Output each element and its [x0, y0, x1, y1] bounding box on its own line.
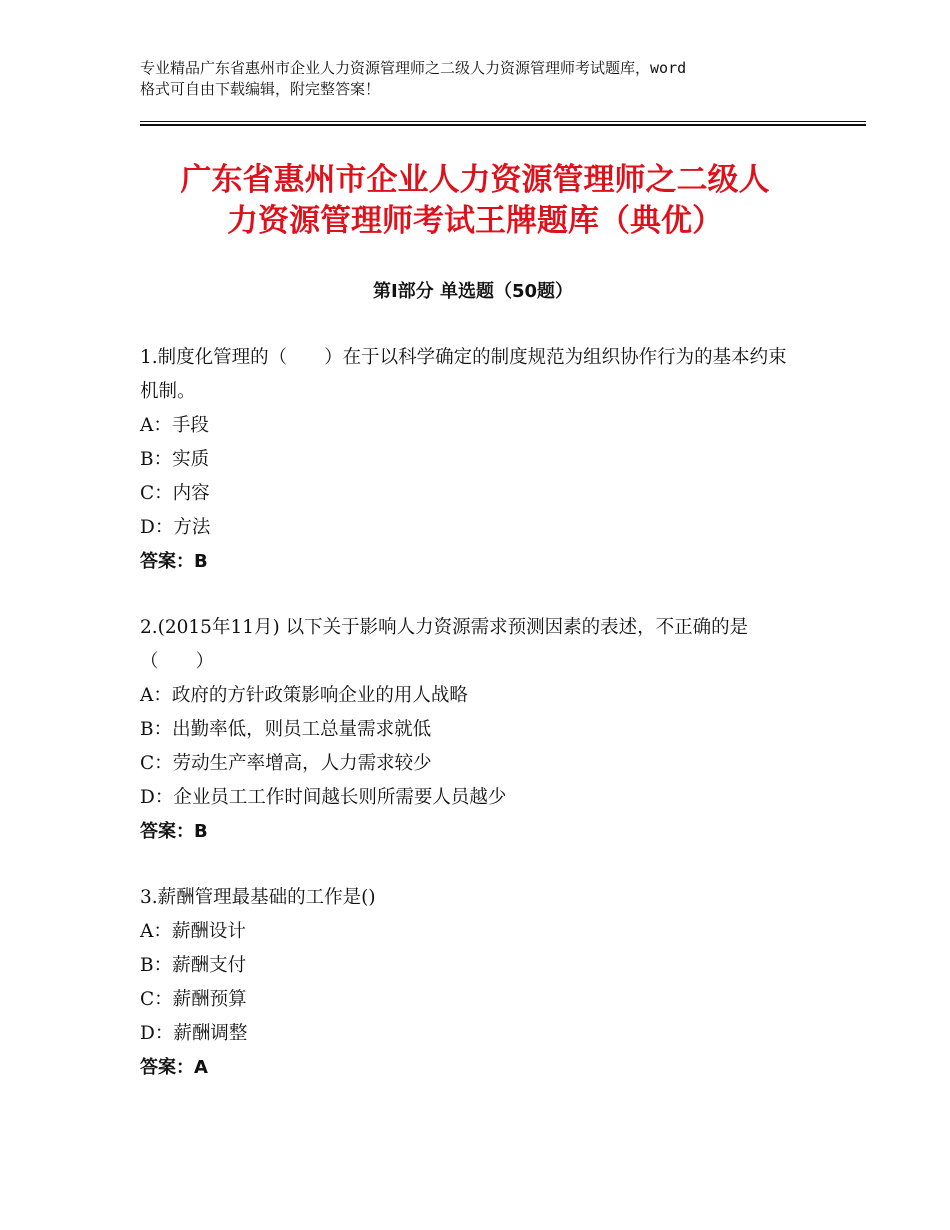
header-rule-bottom	[140, 124, 866, 126]
question-stem: 1.制度化管理的（ ）在于以科学确定的制度规范为组织协作行为的基本约束机制。	[140, 347, 787, 402]
answer: 答案：B	[140, 821, 208, 842]
document-title-line-2: 力资源管理师考试王牌题库（典优）	[227, 203, 723, 239]
question-3	[140, 881, 800, 1085]
question-2	[140, 611, 800, 849]
document-title	[100, 160, 850, 242]
option-c: C：内容	[140, 483, 210, 504]
header-note-line-1: 专业精品广东省惠州市企业人力资源管理师之二级人力资源管理师考试题库，word	[140, 59, 687, 77]
option-a: A：手段	[140, 415, 209, 436]
option-c: C：薪酬预算	[140, 989, 247, 1010]
option-b: B：薪酬支付	[140, 955, 247, 976]
document-title-line-1: 广东省惠州市企业人力资源管理师之二级人	[180, 162, 770, 198]
answer: 答案：B	[140, 551, 208, 572]
question-1	[140, 341, 800, 579]
option-d: D：方法	[140, 517, 211, 538]
option-b: B：实质	[140, 449, 210, 470]
header-rule-top	[140, 121, 866, 122]
option-c: C：劳动生产率增高，人力需求较少	[140, 753, 432, 774]
question-stem: 2.(2015年11月) 以下关于影响人力资源需求预测因素的表述，不正确的是 （ ）	[140, 617, 749, 672]
section-heading: 第Ⅰ部分 单选题（50题）	[372, 281, 573, 302]
answer: 答案：A	[140, 1057, 208, 1078]
header-note-line-2: 格式可自由下载编辑，附完整答案！	[140, 80, 381, 98]
option-b: B：出勤率低，则员工总量需求就低	[140, 719, 432, 740]
option-a: A：薪酬设计	[140, 921, 246, 942]
question-stem: 3.薪酬管理最基础的工作是()	[140, 887, 376, 908]
option-a: A：政府的方针政策影响企业的用人战略	[140, 685, 468, 706]
question-list	[140, 341, 800, 1117]
header-note	[140, 58, 820, 100]
option-d: D：企业员工工作时间越长则所需要人员越少	[140, 787, 507, 808]
option-d: D：薪酬调整	[140, 1023, 248, 1044]
